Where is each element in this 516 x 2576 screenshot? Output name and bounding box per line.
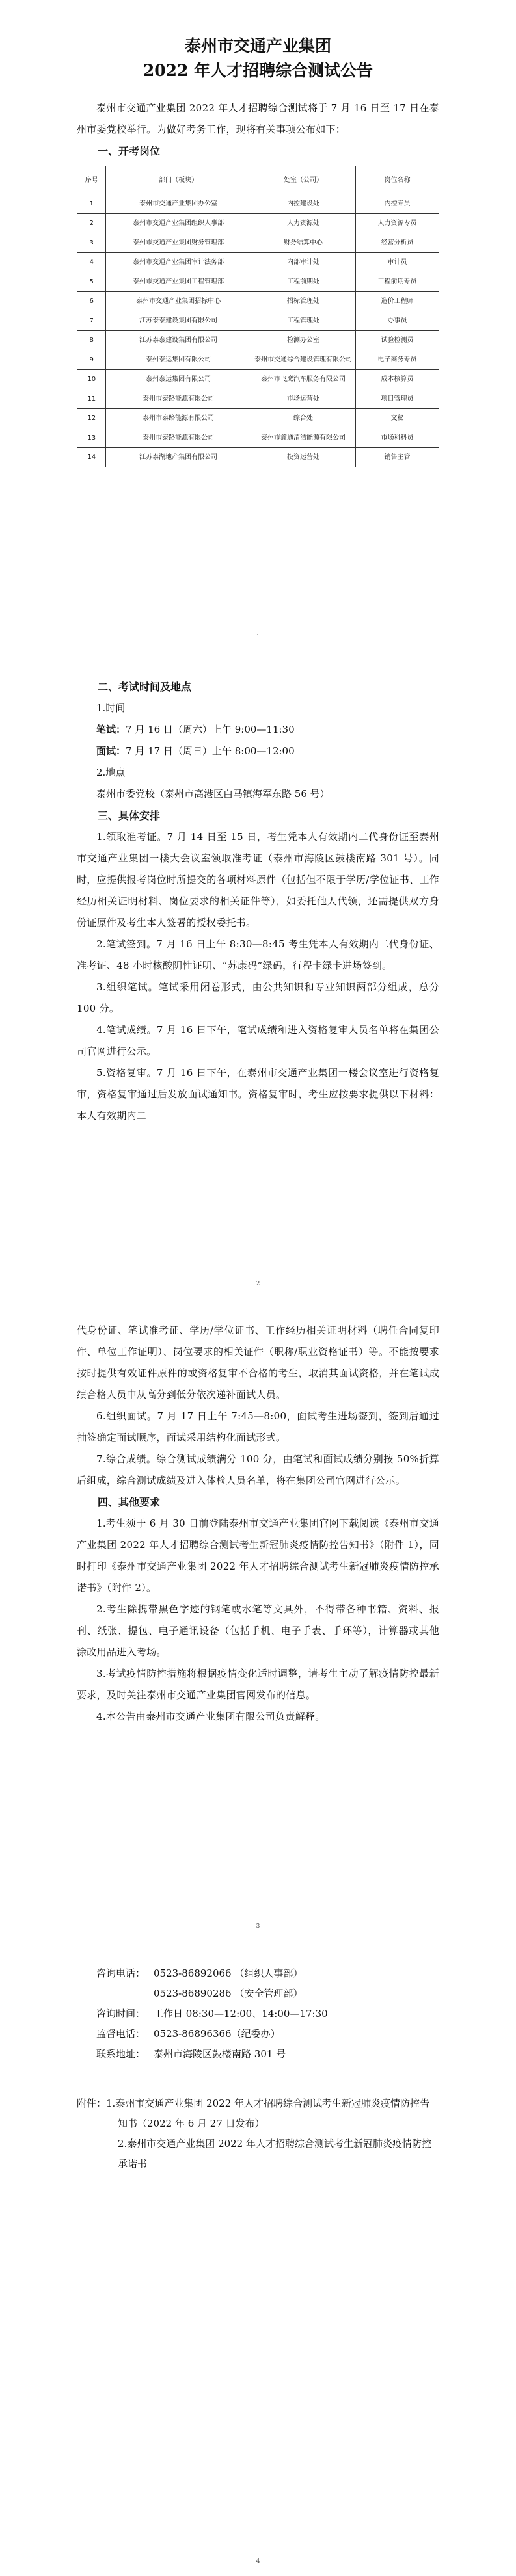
other-req-3: 3.考试疫情防控措施将根据疫情变化适时调整，请考生主动了解疫情防控最新要求，及时关注泰州市交通产业集团官网发布的信息。 <box>77 1668 439 1701</box>
table-cell: 泰州市鑫通清洁能源有限公司 <box>251 428 355 448</box>
table-cell: 江苏泰湖地产集团有限公司 <box>106 448 251 467</box>
table-cell: 泰州市交通产业集团工程管理部 <box>106 272 251 292</box>
arrangement-total: 7.综合成绩。综合测试成绩满分 100 分，由笔试和面试成绩分别按 50%折算后组成，综合测试成绩及进入体检人员名单，将在集团公司官网进行公示。 <box>77 1453 439 1486</box>
page-number: 1 <box>256 634 260 640</box>
table-cell: 项目管理员 <box>356 389 439 409</box>
table-cell: 9 <box>77 350 106 370</box>
table-row <box>77 370 439 389</box>
other-req-2: 2.考生除携带黑色字迹的钢笔或水笔等文具外，不得带各种书籍、资料、报刊、纸张、提包、电子通讯设备（包括手机、电子手表、手环等），计算器或其他涂改用品进入考场。 <box>77 1603 439 1658</box>
phone-1: 0523-86892066 （组织人事部） <box>154 1967 303 1979</box>
table-cell: 江苏泰泰建设集团有限公司 <box>106 331 251 350</box>
page-4 <box>0 1938 516 2576</box>
table-cell: 3 <box>77 233 106 253</box>
table-cell: 1 <box>77 194 106 214</box>
attachment-label: 附件： <box>77 2097 107 2109</box>
table-header: 处室（公司） <box>251 166 355 194</box>
table-row <box>77 448 439 467</box>
table-cell: 造价工程师 <box>356 292 439 311</box>
page-number: 4 <box>256 2558 260 2565</box>
table-cell: 销售主管 <box>356 448 439 467</box>
table-row <box>77 292 439 311</box>
table-cell: 2 <box>77 214 106 233</box>
table-cell: 泰州泰运集团有限公司 <box>106 370 251 389</box>
supervision-phone: 0523-86896366（纪委办） <box>154 2028 280 2040</box>
doc-title-line1: 泰州市交通产业集团 <box>184 36 331 55</box>
table-cell: 综合处 <box>251 409 355 428</box>
table-cell: 成本核算员 <box>356 370 439 389</box>
table-cell: 泰州市泰路能源有限公司 <box>106 409 251 428</box>
address: 泰州市海陵区鼓楼南路 301 号 <box>154 2048 286 2060</box>
page-2 <box>0 650 516 1294</box>
table-cell: 检测办公室 <box>251 331 355 350</box>
written-time-text: 7 月 16 日（周六）上午 9:00—11:30 <box>126 724 295 735</box>
attachment-1 <box>77 2094 439 2134</box>
table-cell: 泰州市交通综合建设管理有限公司 <box>251 350 355 370</box>
table-cell: 泰州市飞鹰汽车服务有限公司 <box>251 370 355 389</box>
table-cell: 工程前期专员 <box>356 272 439 292</box>
table-cell: 内控建设处 <box>251 194 355 214</box>
table-row <box>77 331 439 350</box>
hours-label: 咨询时间： <box>96 2008 146 2019</box>
contact-supervision <box>96 2024 439 2044</box>
table-cell: 经营分析员 <box>356 233 439 253</box>
other-req-4: 4.本公告由泰州市交通产业集团有限公司负责解释。 <box>96 1711 325 1722</box>
phone-label: 咨询电话： <box>96 1967 146 1979</box>
supervision-label: 监督电话： <box>96 2028 146 2040</box>
attachment-2 <box>77 2134 439 2174</box>
table-row <box>77 253 439 272</box>
table-body <box>77 194 439 467</box>
table-cell: 泰州市交通产业集团组织人事部 <box>106 214 251 233</box>
table-cell: 泰州市泰路能源有限公司 <box>106 389 251 409</box>
table-cell: 电子商务专员 <box>356 350 439 370</box>
arrangement-signin: 2.笔试签到。7 月 16 日上午 8:30—8:45 考生凭本人有效期内二代身份证、准考证、48 小时核酸阴性证明、“苏康码”绿码，行程卡绿卡进场签到。 <box>77 938 439 971</box>
table-cell: 泰州市泰路能源有限公司 <box>106 428 251 448</box>
contact-phone-1 <box>96 1964 439 1984</box>
table-cell: 投资运营处 <box>251 448 355 467</box>
written-label: 笔试： <box>96 724 126 735</box>
section-4-heading: 四、其他要求 <box>98 1496 161 1508</box>
table-cell: 内控专员 <box>356 194 439 214</box>
table-cell: 审计员 <box>356 253 439 272</box>
arrangement-review-continued: 代身份证、笔试准考证、学历/学位证书、工作经历相关证明材料（聘任合同复印件、单位工作证明）、岗位要求的相关证件（职称/职业资格证书）等。不能按要求按时提供有效证件原件的或资格复审不合格的考生，取消其面试资格，并在笔试成绩合格人员中从高分到低分依次递补面试人员。 <box>77 1324 439 1400</box>
table-cell: 泰州市交通产业集团招标中心 <box>106 292 251 311</box>
table-cell: 市场运营处 <box>251 389 355 409</box>
arrangement-score: 4.笔试成绩。7 月 16 日下午，笔试成绩和进入资格复审人员名单将在集团公司官网进行公示。 <box>77 1024 439 1057</box>
table-cell: 人力资源专员 <box>356 214 439 233</box>
table-row <box>77 428 439 448</box>
table-header: 岗位名称 <box>356 166 439 194</box>
section-3-heading: 三、具体安排 <box>98 809 161 822</box>
table-cell: 招标管理处 <box>251 292 355 311</box>
interview-time <box>77 741 439 762</box>
other-req-1: 1.考生须于 6 月 30 日前登陆泰州市交通产业集团官网下载阅读《泰州市交通产业集团 2022 年人才招聘综合测试考生新冠肺炎疫情防控告知书》（附件 1），同时打印《泰州市交通产业集团 2022 年人才招聘综合测试考生新冠肺炎疫情防控承诺书》（附件 2）。 <box>77 1518 439 1594</box>
table-cell: 8 <box>77 331 106 350</box>
table-cell: 泰州市交通产业集团审计法务部 <box>106 253 251 272</box>
table-cell: 14 <box>77 448 106 467</box>
page-number: 3 <box>256 1923 260 1930</box>
address-label: 联系地址： <box>96 2048 146 2060</box>
phone-2: 0523-86890286 （安全管理部） <box>154 1988 303 1999</box>
table-cell: 5 <box>77 272 106 292</box>
table-cell: 市场科科员 <box>356 428 439 448</box>
table-cell: 试验检测员 <box>356 331 439 350</box>
place-heading: 2.地点 <box>96 767 126 778</box>
positions-table <box>77 166 439 467</box>
written-time <box>77 719 439 741</box>
table-cell: 10 <box>77 370 106 389</box>
table-cell: 12 <box>77 409 106 428</box>
arrangement-ticket: 1.领取准考证。7 月 14 日至 15 日，考生凭本人有效期内二代身份证至泰州市交通产业集团一楼大会议室领取准考证（泰州市海陵区鼓楼南路 301 号）。同时，应提供报考岗位时所提交的各项材料原件（包括但不限于学历/学位证书、工作经历相关证明材料、岗位要求的相关证件等），如委托他人代领，还需提供双方身份证原件及考生本人签署的授权委托书。 <box>77 831 439 928</box>
table-cell: 7 <box>77 311 106 331</box>
table-header: 序号 <box>77 166 106 194</box>
table-cell: 江苏泰泰建设集团有限公司 <box>106 311 251 331</box>
table-cell: 泰州市交通产业集团办公室 <box>106 194 251 214</box>
table-row <box>77 409 439 428</box>
table-cell: 内部审计处 <box>251 253 355 272</box>
place-text: 泰州市委党校（泰州市高港区白马镇海军东路 56 号） <box>96 788 330 800</box>
arrangement-review: 5.资格复审。7 月 16 日下午，在泰州市交通产业集团一楼会议室进行资格复审，资格复审通过后发放面试通知书。资格复审时，考生应按要求提供以下材料：本人有效期内二 <box>77 1067 439 1122</box>
table-cell: 办事员 <box>356 311 439 331</box>
table-cell: 4 <box>77 253 106 272</box>
table-row <box>77 272 439 292</box>
interview-time-text: 7 月 17 日（周日）上午 8:00—12:00 <box>126 745 295 757</box>
section-2-heading: 二、考试时间及地点 <box>98 681 192 693</box>
table-row <box>77 389 439 409</box>
table-cell: 泰州泰运集团有限公司 <box>106 350 251 370</box>
table-cell: 11 <box>77 389 106 409</box>
table-cell: 13 <box>77 428 106 448</box>
table-cell: 工程前期处 <box>251 272 355 292</box>
table-cell: 财务结算中心 <box>251 233 355 253</box>
table-cell: 泰州市交通产业集团财务管理部 <box>106 233 251 253</box>
contact-address <box>96 2044 439 2064</box>
contact-phone-2 <box>96 1984 439 2004</box>
contact-hours <box>96 2004 439 2024</box>
table-header: 部门（板块） <box>106 166 251 194</box>
table-header-row <box>77 166 439 194</box>
page-1 <box>0 0 516 650</box>
table-cell: 6 <box>77 292 106 311</box>
table-cell: 工程管理处 <box>251 311 355 331</box>
interview-label: 面试： <box>96 745 126 757</box>
intro-paragraph: 泰州市交通产业集团 2022 年人才招聘综合测试将于 7 月 16 日至 17 日在泰州市委党校举行。为做好考务工作，现将有关事项公布如下： <box>77 102 439 135</box>
table-row <box>77 311 439 331</box>
table-row <box>77 194 439 214</box>
table-cell: 人力资源处 <box>251 214 355 233</box>
section-1-heading: 一、开考岗位 <box>98 145 161 157</box>
table-row <box>77 350 439 370</box>
time-heading: 1.时间 <box>96 702 126 714</box>
arrangement-interview: 6.组织面试。7 月 17 日上午 7:45—8:00，面试考生进场签到，签到后通过抽签确定面试顺序，面试采用结构化面试形式。 <box>77 1410 439 1443</box>
table-row <box>77 214 439 233</box>
arrangement-exam: 3.组织笔试。笔试采用闭卷形式，由公共知识和专业知识两部分组成，总分 100 分。 <box>77 981 439 1014</box>
attachment-1-text: 1.泰州市交通产业集团 2022 年人才招聘综合测试考生新冠肺炎疫情防控告知书（2022 年 6 月 27 日发布） <box>106 2097 430 2129</box>
doc-title-line2: 2022 年人才招聘综合测试公告 <box>143 61 373 80</box>
attachment-2-text: 2.泰州市交通产业集团 2022 年人才招聘综合测试考生新冠肺炎疫情防控承诺书 <box>118 2138 432 2170</box>
hours: 工作日 08:30—12:00、14:00—17:30 <box>154 2008 328 2019</box>
page-3 <box>0 1294 516 1938</box>
page-number: 2 <box>256 1281 260 1287</box>
table-cell: 文秘 <box>356 409 439 428</box>
table-row <box>77 233 439 253</box>
